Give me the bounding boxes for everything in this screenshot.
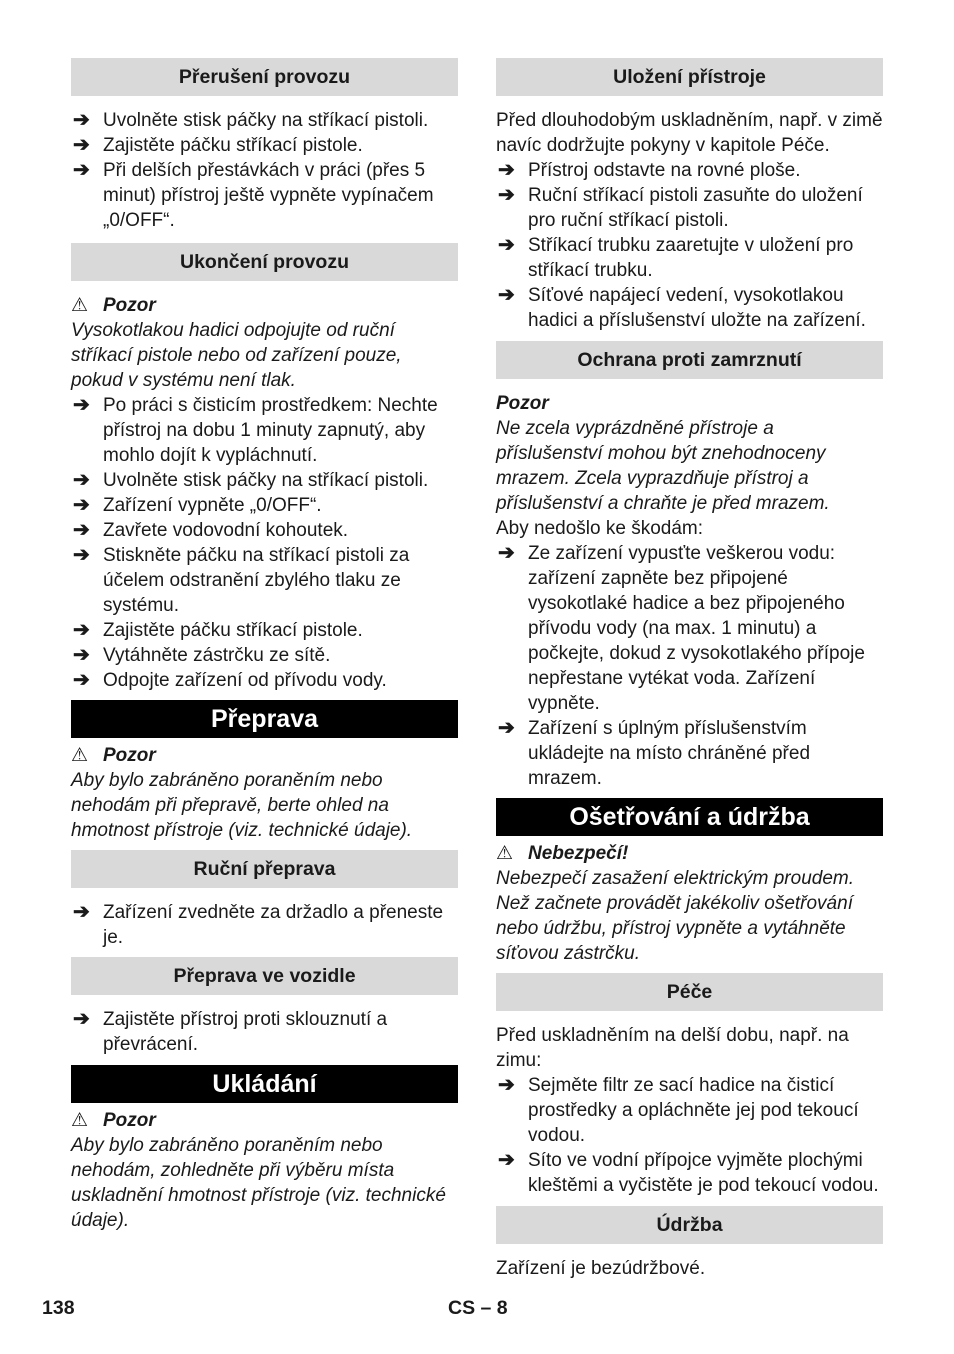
warning-triangle-icon: ⚠: [71, 745, 89, 766]
warning-title: ⚠ Pozor: [71, 745, 156, 766]
list-item: ➔ Síťové napájecí vedení, vysokotlakou hadici a příslušenství uložte na zařízení.: [498, 284, 866, 331]
heading-ukonceni-provozu: Ukončení provozu: [71, 243, 458, 281]
arrow-right-icon: ➔: [73, 134, 90, 156]
arrow-right-icon: ➔: [73, 159, 90, 181]
warning-text: Ne zcela vyprázdněné přístroje a příslušenství mohou být znehodnoceny mrazem. Zcela vyprazdňuje přístroj a příslušenství a chraňte je před mrazem.: [496, 418, 830, 514]
arrow-right-icon: ➔: [498, 717, 515, 739]
heading-ulozeni-pristroje: Uložení přístroje: [496, 58, 883, 96]
list-item: ➔ Zařízení vypněte „0/OFF“.: [73, 494, 322, 516]
list-item: ➔ Sejměte filtr ze sací hadice na čisticí prostředky a opláchněte jej pod tekoucí vodou.: [498, 1074, 859, 1146]
arrow-right-icon: ➔: [73, 619, 90, 641]
list-item: ➔ Po práci s čisticím prostředkem: Nechte přístroj na dobu 1 minuty zapnutý, aby mohlo dojít k vypláchnutí.: [73, 394, 438, 466]
paragraph: Před dlouhodobým uskladněním, např. v zimě navíc dodržujte pokyny v kapitole Péče.: [496, 110, 883, 156]
arrow-right-icon: ➔: [73, 469, 90, 491]
list-ulozeni: [496, 158, 883, 333]
heading-osetrovani-a-udrzba: Ošetřování a údržba: [496, 798, 883, 836]
list-ochrana: [496, 541, 883, 791]
list-item: ➔ Odpojte zařízení od přívodu vody.: [73, 669, 387, 691]
list-item: ➔ Ze zařízení vypusťte veškerou vodu: zařízení zapněte bez připojené vysokotlaké hadice a bez připojeného přívodu vody (na max. 1 minutu) a počkejte, dokud z vysokotlakého přípoje nepřestane vytékat voda. Zařízení vypněte.: [498, 542, 865, 714]
warning-triangle-icon: ⚠: [71, 1110, 89, 1131]
heading-udrzba: Údržba: [496, 1206, 883, 1244]
list-item: ➔ Zajistěte páčku stříkací pistole.: [73, 134, 363, 156]
warning-text: Aby bylo zabráněno poraněním nebo nehodám, zohledněte při výběru místa uskladnění hmotnost přístroje (viz. technické údaje).: [71, 1135, 446, 1231]
list-item: ➔ Zajistěte páčku stříkací pistole.: [73, 619, 363, 641]
arrow-right-icon: ➔: [73, 644, 90, 666]
list-rucni-preprava: [71, 900, 458, 950]
list-ukonceni: [71, 393, 458, 693]
arrow-right-icon: ➔: [73, 394, 90, 416]
arrow-right-icon: ➔: [73, 519, 90, 541]
warning-title: ⚠ Pozor: [71, 295, 156, 316]
heading-preruseni-provozu: Přerušení provozu: [71, 58, 458, 96]
warning-title: Pozor: [496, 393, 549, 414]
list-item: ➔ Zařízení s úplným příslušenstvím ukládejte na místo chráněné před mrazem.: [498, 717, 811, 789]
paragraph: Aby nedošlo ke škodám:: [496, 518, 704, 539]
heading-pece: Péče: [496, 973, 883, 1011]
warning-triangle-icon: ⚠: [71, 295, 89, 316]
list-item: ➔ Vytáhněte zástrčku ze sítě.: [73, 644, 331, 666]
danger-text: Nebezpečí zasažení elektrickým proudem. Než začnete provádět jakékoliv ošetřování nebo údržbu, přístroj vypněte a vytáhněte síťovou zástrčku.: [496, 868, 854, 964]
list-item: ➔ Stříkací trubku zaaretujte v uložení pro stříkací trubku.: [498, 234, 854, 281]
list-item: ➔ Zavřete vodovodní kohoutek.: [73, 519, 349, 541]
arrow-right-icon: ➔: [498, 234, 515, 256]
list-preprava-vozidle: [71, 1007, 458, 1057]
arrow-right-icon: ➔: [498, 1074, 515, 1096]
page-number: 138: [42, 1297, 75, 1319]
danger-title: ⚠ Nebezpečí!: [496, 843, 629, 864]
arrow-right-icon: ➔: [73, 109, 90, 131]
list-pece: [496, 1073, 883, 1198]
list-item: ➔ Uvolněte stisk páčky na stříkací pistoli.: [73, 469, 429, 491]
arrow-right-icon: ➔: [498, 184, 515, 206]
arrow-right-icon: ➔: [498, 284, 515, 306]
warning-triangle-icon: ⚠: [496, 843, 514, 864]
heading-preprava-ve-vozidle: Přeprava ve vozidle: [71, 957, 458, 995]
arrow-right-icon: ➔: [498, 159, 515, 181]
list-item: ➔ Při delších přestávkách v práci (přes 5 minut) přístroj ještě vypněte vypínačem „0/OFF“.: [73, 159, 434, 231]
right-column: [496, 58, 883, 1281]
heading-rucni-preprava: Ruční přeprava: [71, 850, 458, 888]
list-item: ➔ Zajistěte přístroj proti sklouznutí a převrácení.: [73, 1008, 388, 1055]
heading-ochrana-proti-zamrznuti: Ochrana proti zamrznutí: [496, 341, 883, 379]
paragraph: Před uskladněním na delší dobu, např. na zimu:: [496, 1025, 849, 1071]
list-item: ➔ Stiskněte páčku na stříkací pistoli za účelem odstranění zbylého tlaku ze systému.: [73, 544, 410, 616]
heading-preprava: Přeprava: [71, 700, 458, 738]
arrow-right-icon: ➔: [73, 494, 90, 516]
warning-text: Aby bylo zabráněno poraněním nebo nehodám při přepravě, berte ohled na hmotnost přístroje (viz. technické údaje).: [71, 770, 413, 841]
arrow-right-icon: ➔: [73, 1008, 90, 1030]
warning-text: Vysokotlakou hadici odpojujte od ruční stříkací pistole nebo od zařízení pouze, pokud v systému není tlak.: [71, 320, 402, 391]
arrow-right-icon: ➔: [498, 1149, 515, 1171]
section-label: CS – 8: [448, 1297, 508, 1319]
arrow-right-icon: ➔: [73, 544, 90, 566]
arrow-right-icon: ➔: [73, 669, 90, 691]
arrow-right-icon: ➔: [498, 542, 515, 564]
heading-ukladani: Ukládání: [71, 1065, 458, 1103]
list-item: ➔ Zařízení zvedněte za držadlo a přeneste je.: [73, 901, 444, 948]
left-column: [71, 58, 458, 1233]
list-item: ➔ Ruční stříkací pistoli zasuňte do uložení pro ruční stříkací pistoli.: [498, 184, 863, 231]
list-item: ➔ Přístroj odstavte na rovné ploše.: [498, 159, 801, 181]
paragraph: Zařízení je bezúdržbové.: [496, 1258, 706, 1279]
list-item: ➔ Uvolněte stisk páčky na stříkací pistoli.: [73, 109, 429, 131]
list-preruseni: [71, 108, 458, 233]
arrow-right-icon: ➔: [73, 901, 90, 923]
warning-title: ⚠ Pozor: [71, 1110, 156, 1131]
list-item: ➔ Síto ve vodní přípojce vyjměte plochými kleštěmi a vyčistěte je pod tekoucí vodou.: [498, 1149, 879, 1196]
